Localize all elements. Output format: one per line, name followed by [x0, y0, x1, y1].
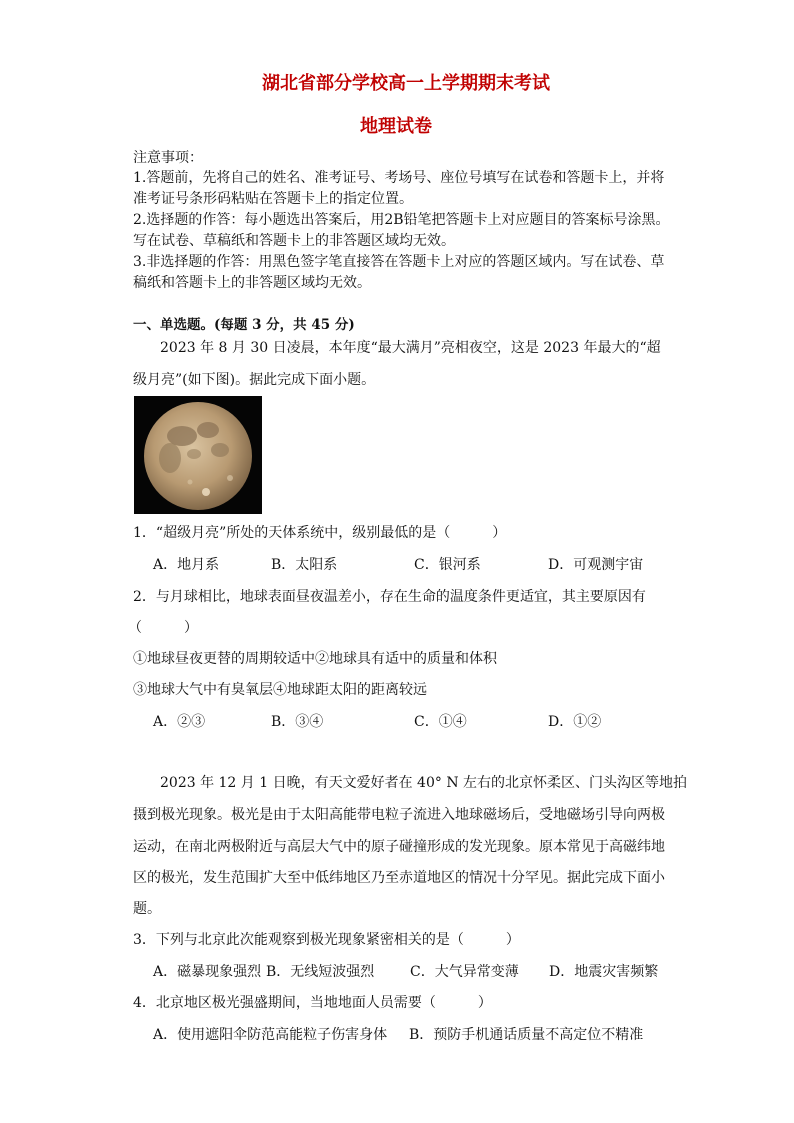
- option-c: C．①④: [414, 714, 467, 730]
- notes-line: 准考证号条形码粘贴在答题卡上的指定位置。: [133, 191, 413, 207]
- question-stem: 2．与月球相比，地球表面昼夜温差小，存在生命的温度条件更适宜，其主要原因有: [133, 589, 646, 605]
- passage-line: 运动，在南北两极附近与高层大气中的原子碰撞形成的发光现象。原本常见于高磁纬地: [133, 839, 665, 855]
- option-d: D．地震灾害频繁: [549, 964, 659, 980]
- option-b: B．无线短波强烈: [266, 964, 375, 980]
- option-b: B．预防手机通话质量不高定位不精准: [409, 1027, 644, 1043]
- notes-line: 1.答题前，先将自己的姓名、准考证号、考场号、座位号填写在试卷和答题卡上，并将: [133, 170, 665, 186]
- passage-line: 2023 年 12 月 1 日晚，有天文爱好者在 40° N 左右的北京怀柔区、门头沟区等地拍: [160, 775, 688, 791]
- statement-line: ③地球大气中有臭氧层④地球距太阳的距离较远: [133, 682, 427, 698]
- passage-line: 区的极光，发生范围扩大至中低纬地区乃至赤道地区的情况十分罕见。据此完成下面小: [133, 870, 665, 886]
- question-stem: 4．北京地区极光强盛期间，当地地面人员需要（ ）: [133, 995, 492, 1011]
- section-heading: 一、单选题。(每题 3 分，共 45 分): [133, 317, 355, 333]
- option-b: B．太阳系: [271, 557, 338, 573]
- passage-line: 2023 年 8 月 30 日凌晨，本年度“最大满月”亮相夜空，这是 2023 年最大的“超: [160, 340, 661, 356]
- notes-line: 稿纸和答题卡上的非答题区域均无效。: [133, 275, 371, 291]
- exam-subtitle: 地理试卷: [360, 116, 432, 137]
- option-d: D．可观测宇宙: [548, 557, 644, 573]
- passage-line: 级月亮”(如下图)。据此完成下面小题。: [133, 372, 376, 388]
- option-c: C．大气异常变薄: [410, 964, 519, 980]
- notes-line: 3.非选择题的作答：用黑色签字笔直接答在答题卡上对应的答题区域内。写在试卷、草: [133, 254, 665, 270]
- statement-line: ①地球昼夜更替的周期较适中②地球具有适中的质量和体积: [133, 651, 497, 667]
- answer-bracket: （ ）: [128, 620, 198, 636]
- option-a: A．②③: [153, 714, 206, 730]
- question-stem: 3．下列与北京此次能观察到极光现象紧密相关的是（ ）: [133, 932, 520, 948]
- notes-heading: 注意事项：: [133, 150, 203, 166]
- passage-line: 摄到极光现象。极光是由于太阳高能带电粒子流进入地球磁场后，受地磁场引导向两极: [133, 807, 665, 823]
- option-a: A．使用遮阳伞防范高能粒子伤害身体: [153, 1027, 388, 1043]
- option-a: A．磁暴现象强烈: [153, 964, 262, 980]
- moon-icon: [134, 396, 262, 514]
- option-b: B．③④: [271, 714, 324, 730]
- notes-line: 2.选择题的作答：每小题选出答案后，用2B铅笔把答题卡上对应题目的答案标号涂黑。: [133, 212, 670, 228]
- option-a: A．地月系: [153, 557, 220, 573]
- super-moon-photo: [134, 396, 262, 514]
- option-c: C．银河系: [414, 557, 481, 573]
- option-d: D．①②: [548, 714, 602, 730]
- notes-line: 写在试卷、草稿纸和答题卡上的非答题区域均无效。: [133, 233, 455, 249]
- question-stem: 1．“超级月亮”所处的天体系统中，级别最低的是（ ）: [133, 525, 507, 541]
- exam-title: 湖北省部分学校高一上学期期末考试: [262, 73, 550, 94]
- passage-line: 题。: [133, 901, 161, 917]
